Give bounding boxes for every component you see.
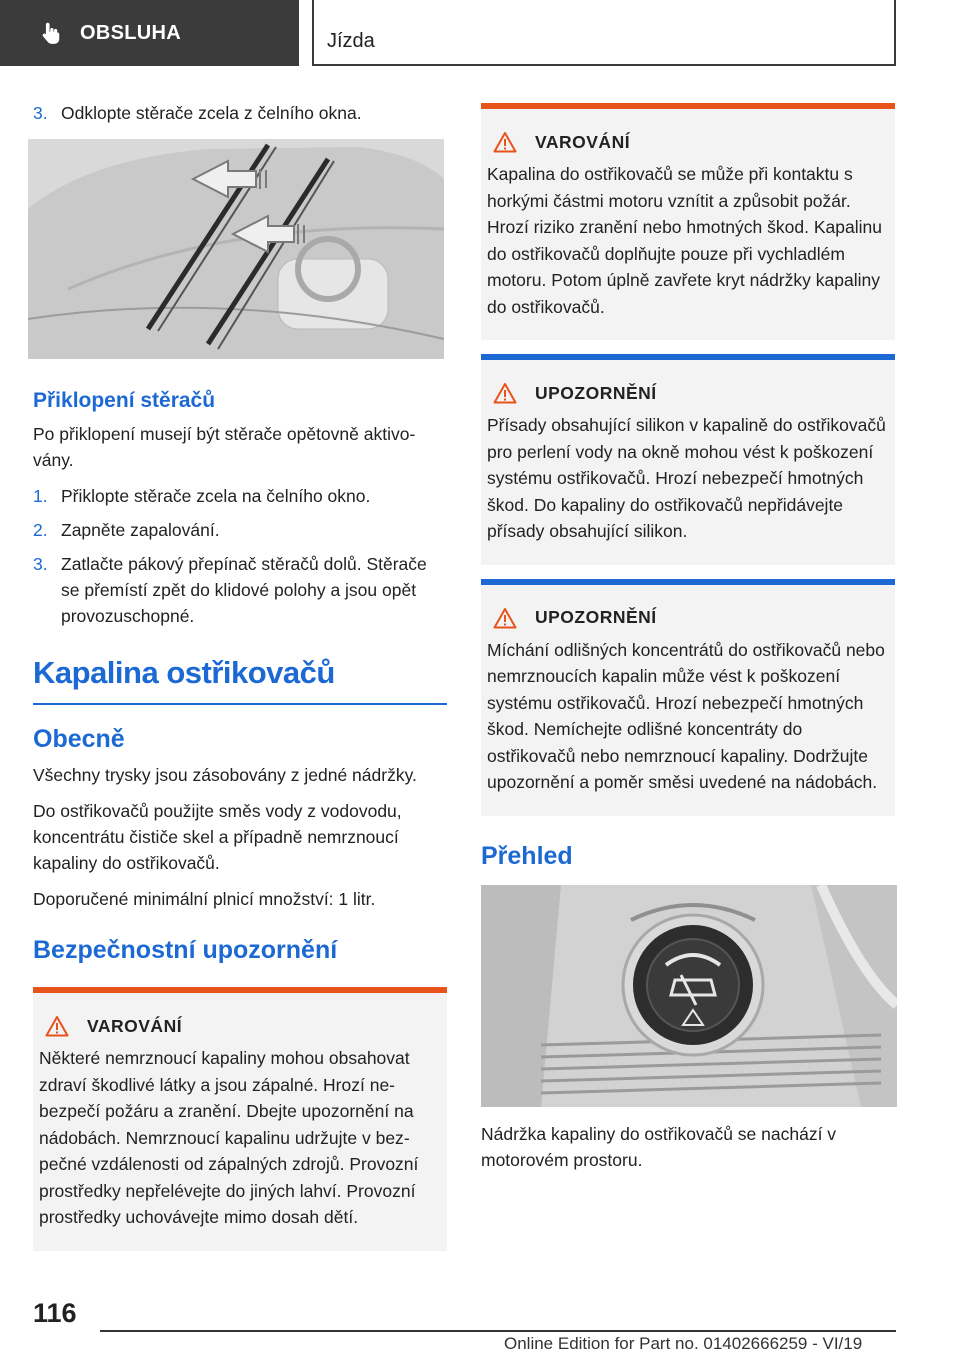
general-paragraph: Všechny trysky jsou zásobovány z jedné nádržky. (33, 765, 417, 785)
notice-box (481, 579, 895, 816)
notice-title (487, 382, 887, 404)
safety-heading: Bezpečnostní upozornění (33, 936, 338, 964)
main-heading: Kapalina ostřikovačů (33, 655, 447, 705)
general-paragraph: Doporučené minimální plnicí množství: 1 litr. (33, 889, 376, 909)
notice-text: Přísady obsahující silikon v kapalině do ostřikovačů pro perlení vody na okně mohou vést k poškození systému ostřikovačů. Hrozí nebezpečí hmotných škod. Do kapaliny do ostřikovačů nepřidávejte přísady obsahující silikon. (487, 415, 886, 541)
intro-text: Po přiklopení musejí být stěrače opětovně aktivovány. (33, 424, 416, 470)
page-number: 116 (33, 1298, 77, 1328)
step-text: Odklopte stěrače zcela z čelního okna. (61, 103, 362, 123)
section-tab (0, 0, 299, 66)
wiper-folding-illustration (28, 139, 444, 359)
step-text: Zatlačte pákový přepínač stěračů dolů. Stěrače se přemístí zpět do klidové polohy a jsou opět provozuschopné. (61, 554, 427, 626)
warning-box (33, 987, 447, 1251)
general-paragraph: Do ostřikovačů použijte směs vody z vodovodu, koncentrátu čističe skel a případně nemrznoucí kapaliny do ostřikovačů. (33, 801, 402, 873)
warning-triangle-icon (493, 607, 517, 629)
footer-divider (100, 1330, 896, 1332)
step-number: 2. (33, 520, 48, 540)
warning-title (39, 1015, 439, 1037)
hand-pointer-icon (38, 20, 64, 46)
warning-triangle-icon (493, 382, 517, 404)
caption: Nádržka kapaliny do ostřikovačů se nachází v motorovém prostoru. (481, 1123, 837, 1170)
list-item (33, 100, 447, 126)
warning-title (487, 131, 887, 153)
edition-text: Online Edition for Part no. 01402666259 - VI/19 (504, 1334, 863, 1353)
step-number: 1. (33, 486, 48, 506)
general-heading: Obecně (33, 725, 125, 753)
step-list (33, 483, 447, 629)
left-column (33, 100, 447, 1251)
step-number: 3. (33, 103, 48, 123)
step-text: Přiklopte stěrače zcela na čelního okno. (61, 486, 371, 506)
warning-title-text: VAROVÁNÍ (87, 1015, 183, 1036)
warning-box (481, 103, 895, 340)
list-item (33, 517, 447, 543)
notice-title-text: UPOZORNĚNÍ (535, 382, 657, 403)
warning-text: Některé nemrznoucí kapaliny mohou obsahovat zdraví škodlivé látky a jsou zápalné. Hrozí nebezpečí požáru a zranění. Dbejte upozornění na nádobách. Nemrznoucí kapalinu udržujte v bezpečné vzdálenosti od zápalných zdrojů. Provozní prostředky nepřelévejte do jiných lahví. Provozní prostředky uchovávejte mimo dosah dětí. (39, 1048, 419, 1227)
warning-title-text: VAROVÁNÍ (535, 131, 631, 152)
chapter-title: Jízda (312, 0, 896, 66)
sub-heading: Přiklopení stěračů (33, 389, 216, 412)
warning-text: Kapalina do ostřikovačů se může při kontaktu s horkými částmi motoru vznítit a způsobit požár. Hrozí riziko zranění nebo hmotných škod. Kapalinu do ostřikovačů doplňujte pouze při vychladlém motoru. Potom úplně zavřete kryt nádržky kapaliny do ostřikovačů. (487, 164, 882, 317)
notice-title-text: UPOZORNĚNÍ (535, 607, 657, 627)
washer-reservoir-photo (481, 885, 897, 1107)
notice-title (487, 607, 887, 629)
notice-box (481, 354, 895, 565)
step-number: 3. (33, 554, 48, 574)
list-item (33, 551, 447, 629)
list-item (33, 483, 447, 509)
warning-triangle-icon (493, 131, 517, 153)
step-text: Zapněte zapalování. (61, 520, 220, 540)
notice-text: Míchání odlišných koncentrátů do ostřikovačů nebo nemrznoucích kapalin může vést k poškození systému ostřikovačů. Hrozí nebezpečí hmotných škod. Nemíchejte odlišné koncentráty do ostřikovačů nebo nemrznoucí kapaliny. Dodržujte upozornění a poměr směsi uvedené na nádobách. (487, 639, 885, 792)
warning-triangle-icon (45, 1015, 69, 1037)
section-label: OBSLUHA (80, 21, 181, 44)
step-list-top (33, 100, 447, 126)
right-column (481, 103, 895, 1183)
overview-heading: Přehled (481, 841, 573, 870)
